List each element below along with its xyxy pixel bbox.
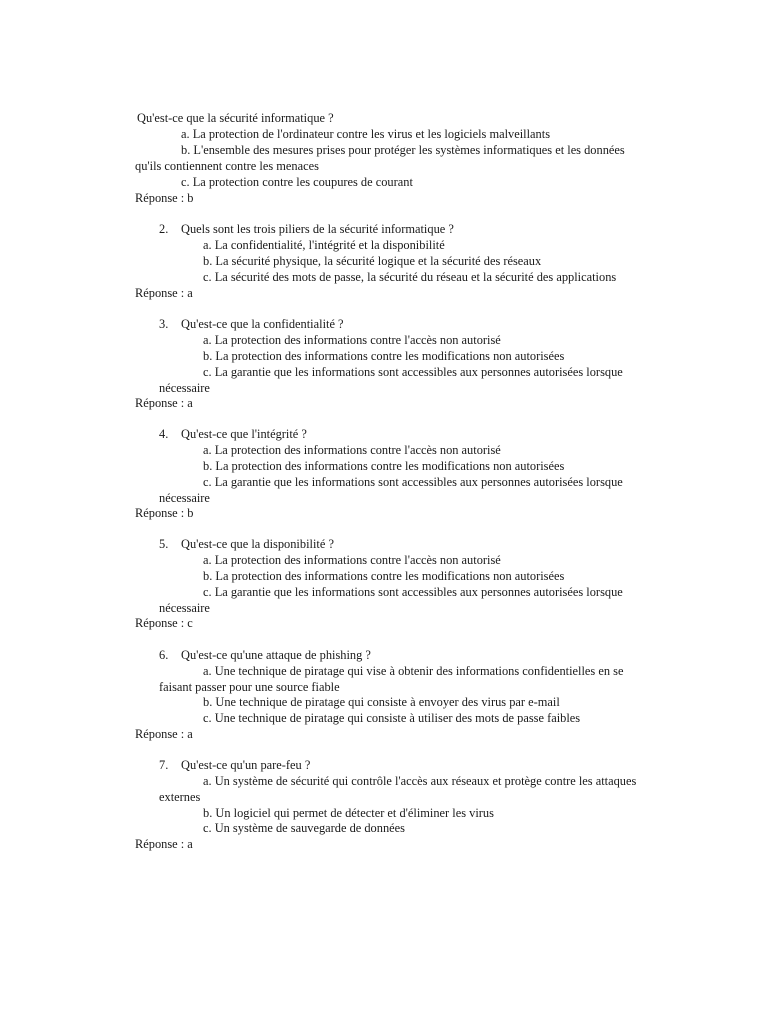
question-3-option-c-line2: nécessaire [159,381,210,395]
question-7-option-c: c. Un système de sauvegarde de données [203,821,405,835]
question-2-answer: Réponse : a [135,286,193,300]
question-7-option-a-line1: a. Un système de sécurité qui contrôle l'accès aux réseaux et protège contre les attaques [203,774,637,788]
question-2-text: Quels sont les trois piliers de la sécurité informatique ? [181,222,454,236]
question-2-option-a: a. La confidentialité, l'intégrité et la disponibilité [203,238,445,252]
question-3-option-b: b. La protection des informations contre les modifications non autorisées [203,349,565,363]
question-2-option-b: b. La sécurité physique, la sécurité logique et la sécurité des réseaux [203,254,542,268]
question-1-answer: Réponse : b [135,191,194,205]
question-4-number: 4. [159,427,169,441]
question-1-option-b-line2: qu'ils contiennent contre les menaces [135,159,319,173]
question-5-option-a: a. La protection des informations contre l'accès non autorisé [203,553,501,567]
question-5-option-c-line2: nécessaire [159,601,210,615]
question-3-text: Qu'est-ce que la confidentialité ? [181,317,344,331]
question-7-number: 7. [159,758,169,772]
question-1-text: Qu'est-ce que la sécurité informatique ? [137,111,334,125]
question-1-option-b-line1: b. L'ensemble des mesures prises pour protéger les systèmes informatiques et les données [181,143,625,157]
question-6-number: 6. [159,648,169,662]
question-7-option-a-line2: externes [159,790,201,804]
question-5-text: Qu'est-ce que la disponibilité ? [181,537,334,551]
question-6-option-b: b. Une technique de piratage qui consiste à envoyer des virus par e-mail [203,695,560,709]
question-4-answer: Réponse : b [135,506,194,520]
question-6-option-c: c. Une technique de piratage qui consiste à utiliser des mots de passe faibles [203,711,581,725]
question-3-answer: Réponse : a [135,396,193,410]
question-3-option-c-line1: c. La garantie que les informations sont accessibles aux personnes autorisées lorsque [203,365,623,379]
question-4-option-b: b. La protection des informations contre les modifications non autorisées [203,459,565,473]
question-7-answer: Réponse : a [135,837,193,851]
question-6-option-a-line1: a. Une technique de piratage qui vise à obtenir des informations confidentielles en se [203,664,624,678]
question-5-number: 5. [159,537,169,551]
question-7-option-b: b. Un logiciel qui permet de détecter et d'éliminer les virus [203,806,494,820]
question-4-option-c-line1: c. La garantie que les informations sont accessibles aux personnes autorisées lorsque [203,475,623,489]
question-2-option-c: c. La sécurité des mots de passe, la sécurité du réseau et la sécurité des applications [203,270,617,284]
question-2-number: 2. [159,222,169,236]
question-6-answer: Réponse : a [135,727,193,741]
question-1-option-a: a. La protection de l'ordinateur contre les virus et les logiciels malveillants [181,127,551,141]
question-3-number: 3. [159,317,169,331]
question-6-option-a-line2: faisant passer pour une source fiable [159,680,340,694]
question-6-text: Qu'est-ce qu'une attaque de phishing ? [181,648,371,662]
question-4-text: Qu'est-ce que l'intégrité ? [181,427,307,441]
question-4-option-c-line2: nécessaire [159,491,210,505]
question-7-text: Qu'est-ce qu'un pare-feu ? [181,758,311,772]
question-5-option-b: b. La protection des informations contre les modifications non autorisées [203,569,565,583]
question-3-option-a: a. La protection des informations contre l'accès non autorisé [203,333,501,347]
question-1-option-c: c. La protection contre les coupures de courant [181,175,413,189]
question-5-answer: Réponse : c [135,616,193,630]
question-5-option-c-line1: c. La garantie que les informations sont accessibles aux personnes autorisées lorsque [203,585,623,599]
question-4-option-a: a. La protection des informations contre l'accès non autorisé [203,443,501,457]
